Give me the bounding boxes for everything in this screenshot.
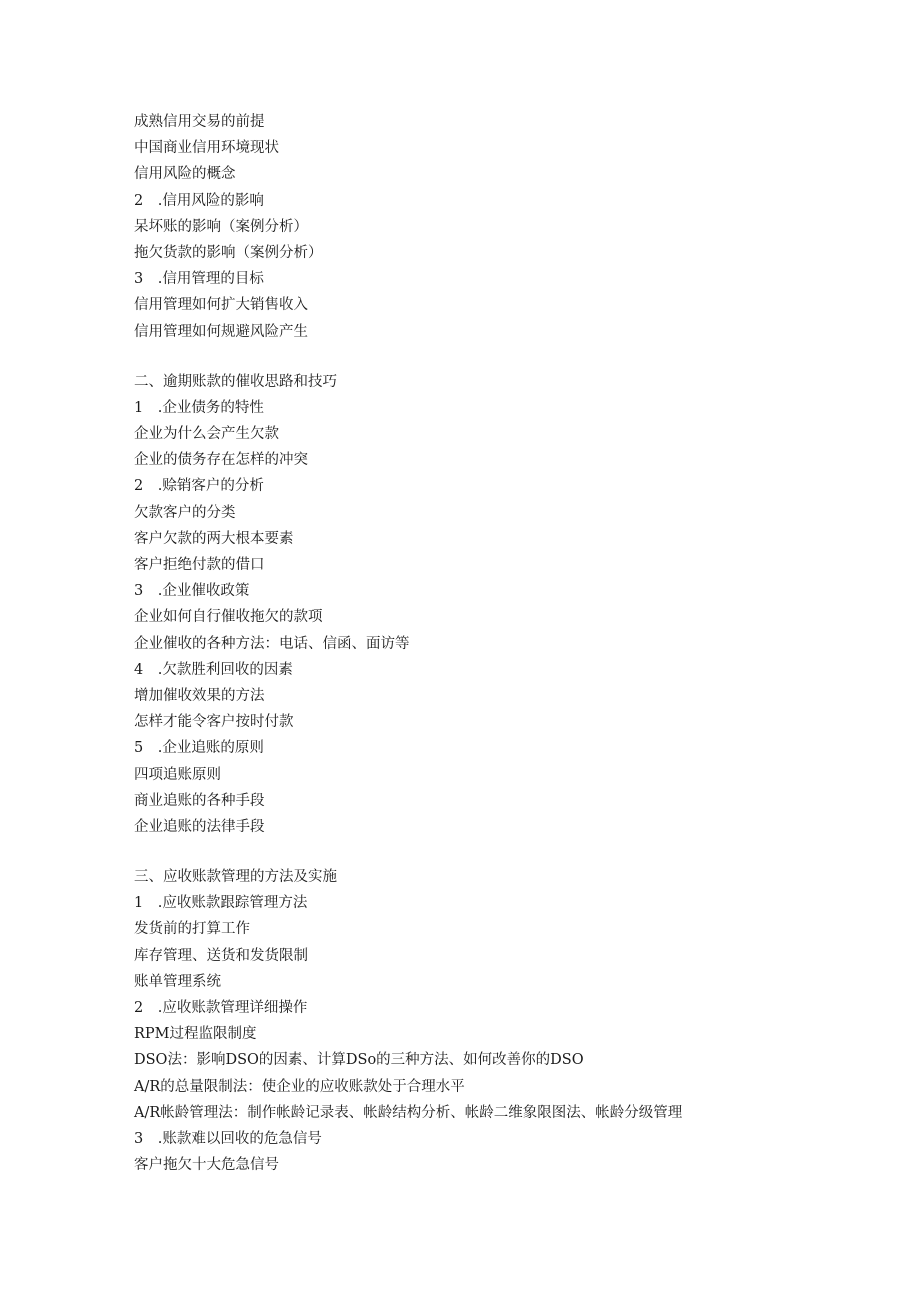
text-line: 客户拖欠十大危急信号 [134, 1157, 279, 1174]
text-line: 拖欠货款的影响（案例分析） [134, 244, 323, 261]
text-line: 四项追账原则 [134, 766, 221, 783]
section-credit-basics [134, 109, 894, 345]
section-heading: 二、逾期账款的催收思路和技巧 [134, 373, 337, 390]
numbered-item: 3 .账款难以回收的危急信号 [134, 1130, 322, 1147]
text-line: DSO法：影响DSO的因素、计算DSo的三种方法、如何改善你的DSO [134, 1052, 584, 1069]
text-line: 账单管理系统 [134, 973, 221, 990]
text-line: 信用管理如何扩大销售收入 [134, 297, 308, 314]
text-line: 企业为什么会产生欠款 [134, 426, 279, 443]
text-line: 成熟信用交易的前提 [134, 114, 265, 130]
numbered-item: 3 .信用管理的目标 [134, 271, 264, 288]
document-page [134, 109, 894, 1178]
numbered-item: 1 .企业债务的特性 [134, 399, 264, 416]
section-overdue-collection [134, 369, 894, 840]
text-line: 库存管理、送货和发货限制 [134, 947, 308, 964]
text-line: A/R的总量限制法：使企业的应收账款处于合理水平 [134, 1078, 465, 1095]
text-line: 增加催收效果的方法 [134, 687, 265, 704]
section-receivables-management [134, 864, 894, 1178]
numbered-item: 1 .应收账款跟踪管理方法 [134, 895, 308, 912]
text-line: 怎样才能令客户按时付款 [134, 714, 294, 731]
text-line: 客户拒绝付款的借口 [134, 557, 265, 573]
numbered-item: 5 .企业追账的原则 [134, 740, 264, 757]
section-spacer [134, 840, 894, 864]
numbered-item: 4 .欠款胜利回收的因素 [134, 661, 293, 678]
text-line: 企业的债务存在怎样的冲突 [134, 452, 308, 469]
numbered-item: 2 .信用风险的影响 [134, 192, 264, 209]
text-line: 客户欠款的两大根本要素 [134, 530, 294, 547]
text-line: 欠款客户的分类 [134, 504, 236, 521]
text-line: 呆坏账的影响（案例分析） [134, 218, 308, 235]
section-spacer [134, 345, 894, 369]
text-line: 信用风险的概念 [134, 166, 236, 183]
numbered-item: 3 .企业催收政策 [134, 583, 250, 600]
text-line: 企业催收的各种方法：电话、信函、面访等 [134, 635, 410, 652]
text-line: 发货前的打算工作 [134, 921, 250, 938]
text-line: RPM过程监限制度 [134, 1026, 257, 1043]
numbered-item: 2 .应收账款管理详细操作 [134, 1000, 308, 1016]
text-line: A/R帐龄管理法：制作帐龄记录表、帐龄结构分析、帐龄二维象限图法、帐龄分级管理 [134, 1104, 683, 1121]
text-line: 中国商业信用环境现状 [134, 140, 279, 157]
text-line: 企业如何自行催收拖欠的款项 [134, 609, 323, 626]
text-line: 商业追账的各种手段 [134, 792, 265, 809]
text-line: 企业追账的法律手段 [134, 818, 265, 835]
text-line: 信用管理如何规避风险产生 [134, 323, 308, 340]
numbered-item: 2 .赊销客户的分析 [134, 478, 264, 495]
section-heading: 三、应收账款管理的方法及实施 [134, 869, 337, 886]
